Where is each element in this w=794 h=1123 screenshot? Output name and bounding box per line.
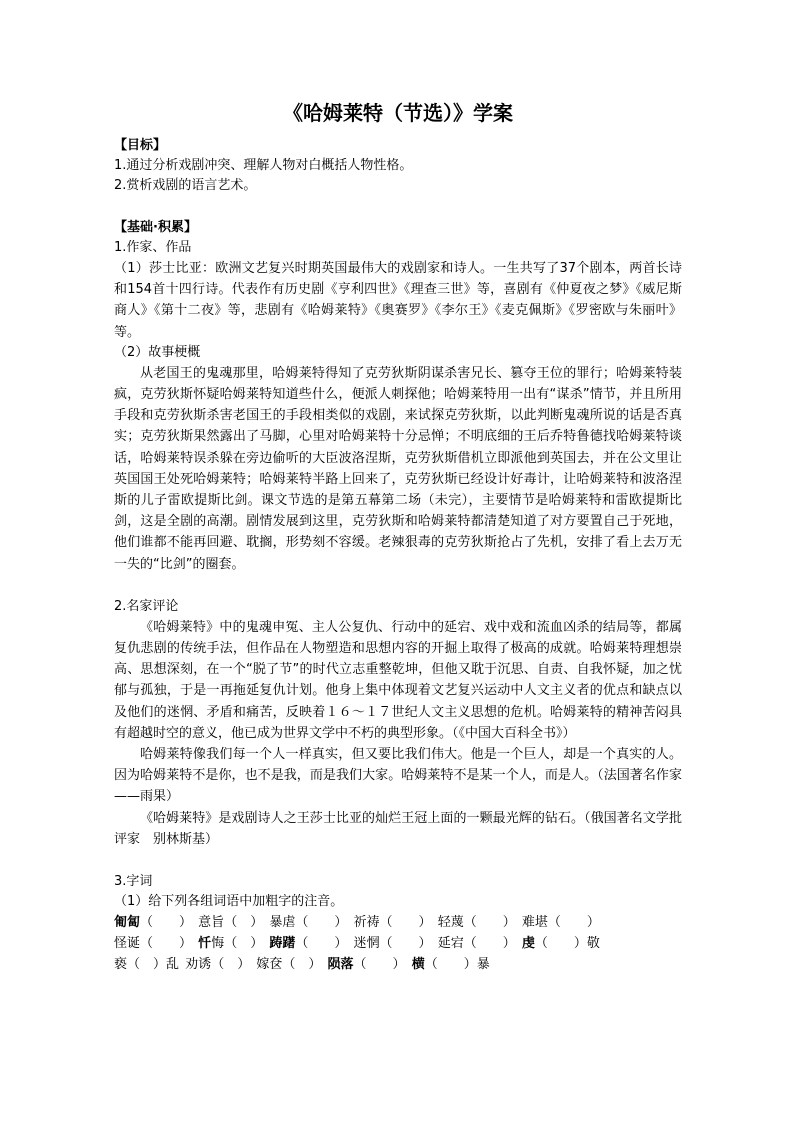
word-item (328, 954, 406, 975)
pinyin-blank[interactable]: （ ）敬 (534, 936, 600, 952)
pinyin-blank[interactable]: （ ） (295, 915, 348, 931)
word-item (114, 912, 192, 933)
word-item (256, 954, 321, 975)
word-text: 意旨 (198, 915, 225, 931)
word-item (412, 954, 490, 975)
word-item (114, 933, 192, 954)
word-row-3 (114, 954, 682, 975)
pinyin-blank[interactable]: （ ） (379, 915, 432, 931)
pinyin-blank[interactable]: （ ） (224, 915, 264, 931)
word-item (198, 912, 263, 933)
word-bold: 匍匐 (114, 915, 141, 931)
document-page (114, 100, 682, 975)
pinyin-blank[interactable]: （ ） (224, 936, 264, 952)
goal-item-2: 2.赏析戏剧的语言艺术。 (114, 178, 257, 193)
word-item (114, 954, 179, 975)
pinyin-blank[interactable]: （ ） (282, 957, 322, 973)
goals-heading: 【目标】 (114, 138, 167, 153)
review-paragraph-3: 《哈姆莱特》是戏剧诗人之王莎士比亚的灿烂王冠上面的一颗最光辉的钻石。（俄国著名文学批评家 别林斯基） (114, 810, 682, 847)
word-item (522, 933, 600, 954)
pinyin-blank[interactable]: （ ） (463, 915, 516, 931)
word-row-2 (114, 933, 682, 954)
pinyin-blank[interactable]: （ ） (211, 957, 251, 973)
author-paragraph (114, 258, 682, 343)
pinyin-blank[interactable]: （ ）暴 (424, 957, 490, 973)
word-text: 暴虐 (269, 915, 296, 931)
word-item (354, 912, 432, 933)
basics-heading: 【基础·积累】 (114, 220, 197, 235)
pinyin-blank[interactable]: （ ） (547, 915, 600, 931)
pinyin-blank[interactable]: （ ） (140, 915, 193, 931)
word-text: 难堪 (521, 915, 548, 931)
word-text: 轻蔑 (437, 915, 464, 931)
word-item (438, 912, 516, 933)
word-text: 祈祷 (353, 915, 380, 931)
word-item (269, 912, 347, 933)
pinyin-blank[interactable]: （ ） (463, 936, 516, 952)
word-text: 亵 (114, 957, 128, 973)
word-item (354, 933, 432, 954)
word-item (522, 912, 600, 933)
section-reviews-title: 2.名家评论 (114, 598, 179, 614)
goal-item-1: 1.通过分析戏剧冲突、理解人物对白概括人物性格。 (114, 158, 413, 173)
pinyin-blank[interactable]: （ ） (379, 936, 432, 952)
word-bold: 忏 (198, 936, 212, 952)
section-words-title: 3.字词 (114, 874, 153, 890)
word-item (198, 933, 263, 954)
word-row-1 (114, 912, 682, 933)
word-text: 延宕 (437, 936, 464, 952)
word-text: 嫁奁 (256, 957, 283, 973)
word-text: 劝诱 (185, 957, 212, 973)
pinyin-blank[interactable]: （ ） (295, 936, 348, 952)
word-text: 悔 (211, 936, 225, 952)
review-paragraph-2: 哈姆莱特像我们每一个人一样真实，但又要比我们伟大。他是一个巨人，却是一个真实的人。因为哈姆莱特不是你，也不是我，而是我们大家。哈姆莱特不是某一个人，而是人。（法国著名作家——雨果） (114, 747, 682, 805)
word-bold: 踌躇 (269, 936, 296, 952)
word-text: 迷惘 (353, 936, 380, 952)
page-title: 《哈姆莱特（节选）》学案 (283, 101, 513, 125)
word-bold: 虔 (521, 936, 535, 952)
pinyin-blank[interactable]: （ ） (140, 936, 193, 952)
word-text: 怪诞 (114, 936, 141, 952)
author-label: （1） (114, 261, 149, 276)
synopsis-label: （2）故事梗概 (114, 344, 201, 360)
word-item (269, 933, 347, 954)
pinyin-blank[interactable]: （ ） (353, 957, 406, 973)
word-bold: 横 (411, 957, 425, 973)
synopsis-paragraph: 从老国王的鬼魂那里，哈姆莱特得知了克劳狄斯阴谋杀害兄长、篡夺王位的罪行；哈姆莱特装疯，克劳狄斯怀疑哈姆莱特知道些什么，便派人刺探他；哈姆莱特用一出有“谋杀”情节，并且所用手段和克劳狄斯杀害老国王的手段相类似的戏剧，来试探克劳狄斯，以此判断鬼魂所说的话是否真实；克劳狄斯果然露出了马脚，心里对哈姆莱特十分忌惮；不明底细的王后乔特鲁德找哈姆莱特谈话，哈姆莱特误杀躲在旁边偷听的大臣波洛涅斯，克劳狄斯借机立即派他到英国去，并在公文里让英国国王处死哈姆莱特；哈姆莱特半路上回来了，克劳狄斯已经设计好毒计，让哈姆莱特和波洛涅斯的儿子雷欧提斯比剑。课文节选的是第五幕第二场（未完），主要情节是哈姆莱特和雷欧提斯比剑，这是全剧的高潮。剧情发展到这里，克劳狄斯和哈姆莱特都清楚知道了对方要置自己于死地，他们谁都不能再回避、耽搁，形势刻不容缓。老辣狠毒的克劳狄斯抢占了先机，安排了看上去万无一失的“比剑”的圈套。 (114, 365, 682, 572)
review-paragraph-1: 《哈姆莱特》中的鬼魂申冤、主人公复仇、行动中的延宕、戏中戏和流血凶杀的结局等，都属复仇悲剧的传统手法，但作品在人物塑造和思想内容的开掘上取得了极高的成就。哈姆莱特理想崇高、思想深刻，在一个“脱了节”的时代立志重整乾坤，但他又耽于沉思、自责、自我怀疑，加之忧郁与孤独，于是一再拖延复仇计划。他身上集中体现着文艺复兴运动中人文主义者的优点和缺点以及他们的迷惘、矛盾和痛苦，反映着１６～１７世纪人文主义思想的危机。哈姆莱特的精神苦闷具有超越时空的意义，他已成为世界文学中不朽的典型形象。（《中国大百科全书》） (114, 619, 682, 741)
section-author-title: 1.作家、作品 (114, 240, 192, 255)
word-item (185, 954, 250, 975)
author-text: 莎士比亚：欧洲文艺复兴时期英国最伟大的戏剧家和诗人。一生共写了37个剧本，两首长诗和154首十四行诗。代表作有历史剧《亨利四世》《理查三世》等，喜剧有《仲夏夜之梦》《威尼斯商人》《第十二夜》等，悲剧有《哈姆莱特》《奥赛罗》《李尔王》《麦克佩斯》《罗密欧与朱丽叶》等。 (114, 261, 682, 340)
pinyin-blank[interactable]: （ ）乱 (127, 957, 180, 973)
word-bold: 陨落 (327, 957, 354, 973)
word-item (438, 933, 516, 954)
words-instruction: （1）给下列各组词语中加粗字的注音。 (114, 894, 344, 910)
